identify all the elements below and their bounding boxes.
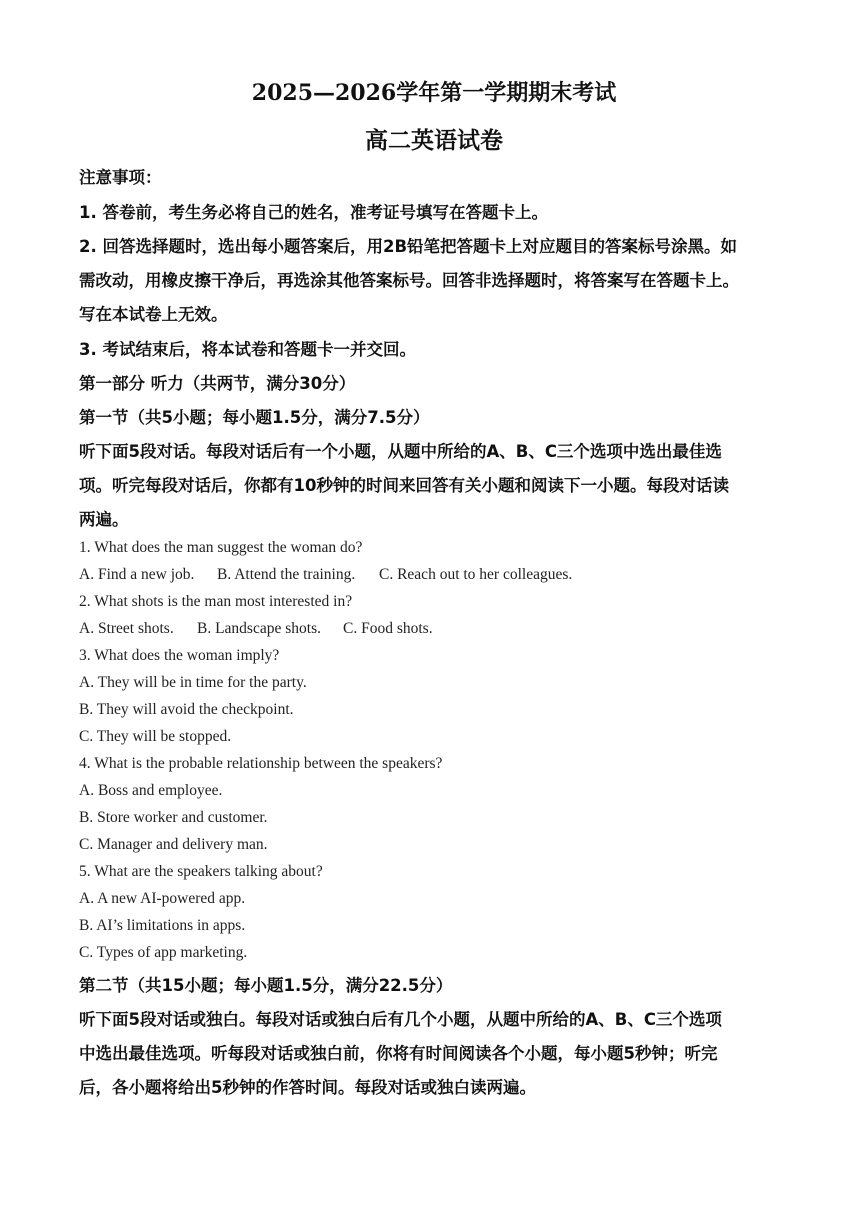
notice-heading: 注意事项： <box>79 168 162 187</box>
section1-instructions-line-1: 听下面5段对话。每段对话后有一个小题，从题中所给的A、B、C三个选项中选出最佳选 <box>79 442 722 461</box>
question-1: 1. What does the man suggest the woman do? <box>79 539 363 556</box>
question-2-option-c: C. Food shots. <box>343 620 433 637</box>
notice-item-2-line-3: 写在本试卷上无效。 <box>79 305 228 324</box>
question-1-option-a: A. Find a new job. <box>79 566 195 583</box>
question-5-option-c: C. Types of app marketing. <box>79 944 248 961</box>
notice-item-2-line-2: 需改动，用橡皮擦干净后，再选涂其他答案标号。回答非选择题时，将答案写在答题卡上。 <box>79 271 739 290</box>
notice-item-3: 3. 考试结束后，将本试卷和答题卡一并交回。 <box>79 340 416 359</box>
question-5: 5. What are the speakers talking about? <box>79 863 323 880</box>
question-4: 4. What is the probable relationship between the speakers? <box>79 755 443 772</box>
section2-instructions-line-1: 听下面5段对话或独白。每段对话或独白后有几个小题，从题中所给的A、B、C三个选项 <box>79 1010 722 1029</box>
section2-instructions-line-3: 后，各小题将给出5秒钟的作答时间。每段对话或独白读两遍。 <box>79 1078 536 1097</box>
question-5-option-a: A. A new AI-powered app. <box>79 890 246 907</box>
question-2-option-b: B. Landscape shots. <box>197 620 321 637</box>
question-1-option-c: C. Reach out to her colleagues. <box>379 566 573 583</box>
section2-instructions-line-2: 中选出最佳选项。听每段对话或独白前，你将有时间阅读各个小题，每小题5秒钟；听完 <box>79 1044 718 1063</box>
question-5-option-b: B. AI’s limitations in apps. <box>79 917 246 934</box>
question-1-option-b: B. Attend the training. <box>217 566 356 583</box>
question-2-option-a: A. Street shots. <box>79 620 174 637</box>
notice-item-2-line-1: 2. 回答选择题时，选出每小题答案后，用2B铅笔把答题卡上对应题目的答案标号涂黑。如 <box>79 237 738 256</box>
question-3: 3. What does the woman imply? <box>79 647 280 664</box>
question-4-option-a: A. Boss and employee. <box>79 782 223 799</box>
question-3-option-a: A. They will be in time for the party. <box>79 674 307 691</box>
question-1-options <box>79 566 572 584</box>
exam-subtitle: 高二英语试卷 <box>365 127 503 154</box>
section2-heading: 第二节（共15小题；每小题1.5分，满分22.5分） <box>79 976 453 995</box>
question-4-option-c: C. Manager and delivery man. <box>79 836 268 853</box>
question-2: 2. What shots is the man most interested in? <box>79 593 353 610</box>
notice-item-1: 1. 答卷前，考生务必将自己的姓名，准考证号填写在答题卡上。 <box>79 203 548 222</box>
section1-instructions-line-2: 项。听完每段对话后，你都有10秒钟的时间来回答有关小题和阅读下一小题。每段对话读 <box>79 476 729 495</box>
question-4-option-b: B. Store worker and customer. <box>79 809 268 826</box>
section1-instructions-line-3: 两遍。 <box>79 510 129 529</box>
question-3-option-b: B. They will avoid the checkpoint. <box>79 701 294 718</box>
exam-title: 2025—2026学年第一学期期末考试 <box>251 80 617 106</box>
question-3-option-c: C. They will be stopped. <box>79 728 232 745</box>
part1-heading: 第一部分 听力（共两节，满分30分） <box>79 374 356 393</box>
question-2-options <box>79 620 433 638</box>
section1-heading: 第一节（共5小题；每小题1.5分，满分7.5分） <box>79 408 430 427</box>
